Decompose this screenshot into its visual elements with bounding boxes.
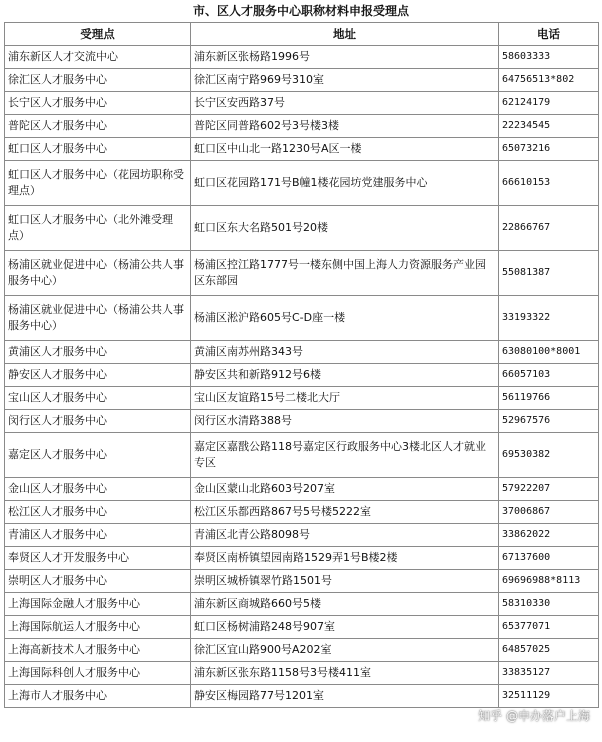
cell-phone: 32511129 — [499, 685, 599, 708]
cell-site: 浦东新区人才交流中心 — [5, 46, 191, 69]
header-phone: 电话 — [499, 23, 599, 46]
cell-address: 徐汇区南宁路969号310室 — [191, 69, 499, 92]
table-row — [5, 616, 599, 639]
table-row — [5, 46, 599, 69]
cell-site: 普陀区人才服务中心 — [5, 115, 191, 138]
cell-site: 宝山区人才服务中心 — [5, 387, 191, 410]
cell-site: 松江区人才服务中心 — [5, 501, 191, 524]
table-row — [5, 161, 599, 206]
cell-phone: 52967576 — [499, 410, 599, 433]
cell-phone: 66057103 — [499, 364, 599, 387]
table-row — [5, 92, 599, 115]
table-row — [5, 685, 599, 708]
cell-address: 闵行区水清路388号 — [191, 410, 499, 433]
cell-phone: 58310330 — [499, 593, 599, 616]
cell-phone: 58603333 — [499, 46, 599, 69]
cell-site: 金山区人才服务中心 — [5, 478, 191, 501]
cell-site: 虹口区人才服务中心（花园坊职称受理点） — [5, 161, 191, 206]
cell-address: 静安区梅园路77号1201室 — [191, 685, 499, 708]
cell-site: 徐汇区人才服务中心 — [5, 69, 191, 92]
cell-site: 黄浦区人才服务中心 — [5, 341, 191, 364]
table-row — [5, 206, 599, 251]
cell-address: 长宁区安西路37号 — [191, 92, 499, 115]
cell-site: 长宁区人才服务中心 — [5, 92, 191, 115]
cell-phone: 22234545 — [499, 115, 599, 138]
cell-phone: 33862022 — [499, 524, 599, 547]
table-row — [5, 251, 599, 296]
cell-phone: 33193322 — [499, 296, 599, 341]
table-row — [5, 501, 599, 524]
cell-phone: 69696988*8113 — [499, 570, 599, 593]
table-row — [5, 410, 599, 433]
cell-phone: 65377071 — [499, 616, 599, 639]
cell-phone: 37006867 — [499, 501, 599, 524]
cell-phone: 62124179 — [499, 92, 599, 115]
header-address: 地址 — [191, 23, 499, 46]
table-row — [5, 296, 599, 341]
cell-site: 上海国际航运人才服务中心 — [5, 616, 191, 639]
table-row — [5, 115, 599, 138]
table-row — [5, 593, 599, 616]
cell-phone: 57922207 — [499, 478, 599, 501]
table-row — [5, 138, 599, 161]
cell-site: 闵行区人才服务中心 — [5, 410, 191, 433]
cell-site: 杨浦区就业促进中心（杨浦公共人事服务中心） — [5, 251, 191, 296]
cell-address: 嘉定区嘉戬公路118号嘉定区行政服务中心3楼北区人才就业专区 — [191, 433, 499, 478]
cell-address: 虹口区花园路171号B幢1楼花园坊党建服务中心 — [191, 161, 499, 206]
cell-address: 虹口区东大名路501号20楼 — [191, 206, 499, 251]
cell-address: 浦东新区张东路1158号3号楼411室 — [191, 662, 499, 685]
cell-phone: 69530382 — [499, 433, 599, 478]
cell-address: 崇明区城桥镇翠竹路1501号 — [191, 570, 499, 593]
cell-phone: 22866767 — [499, 206, 599, 251]
cell-site: 虹口区人才服务中心 — [5, 138, 191, 161]
table-row — [5, 662, 599, 685]
cell-address: 静安区共和新路912号6楼 — [191, 364, 499, 387]
cell-phone: 64756513*802 — [499, 69, 599, 92]
cell-site: 奉贤区人才开发服务中心 — [5, 547, 191, 570]
cell-address: 奉贤区南桥镇望园南路1529弄1号B楼2楼 — [191, 547, 499, 570]
cell-site: 杨浦区就业促进中心（杨浦公共人事服务中心） — [5, 296, 191, 341]
cell-phone: 33835127 — [499, 662, 599, 685]
cell-site: 崇明区人才服务中心 — [5, 570, 191, 593]
cell-phone: 67137600 — [499, 547, 599, 570]
cell-site: 上海国际金融人才服务中心 — [5, 593, 191, 616]
cell-address: 杨浦区淞沪路605号C-D座一楼 — [191, 296, 499, 341]
cell-phone: 56119766 — [499, 387, 599, 410]
cell-address: 松江区乐都西路867号5号楼5222室 — [191, 501, 499, 524]
cell-phone: 64857025 — [499, 639, 599, 662]
table-row — [5, 433, 599, 478]
cell-site: 上海市人才服务中心 — [5, 685, 191, 708]
cell-phone: 65073216 — [499, 138, 599, 161]
table-row — [5, 639, 599, 662]
cell-site: 青浦区人才服务中心 — [5, 524, 191, 547]
watermark: 知乎 @申办落户上海 — [478, 709, 590, 723]
cell-address: 虹口区杨树浦路248号907室 — [191, 616, 499, 639]
cell-phone: 63080100*8001 — [499, 341, 599, 364]
header-site: 受理点 — [5, 23, 191, 46]
page-title: 市、区人才服务中心职称材料申报受理点 — [192, 4, 409, 18]
cell-site: 上海高新技术人才服务中心 — [5, 639, 191, 662]
table-row — [5, 547, 599, 570]
table-row — [5, 69, 599, 92]
cell-phone: 55081387 — [499, 251, 599, 296]
cell-site: 上海国际科创人才服务中心 — [5, 662, 191, 685]
table-row — [5, 387, 599, 410]
cell-phone: 66610153 — [499, 161, 599, 206]
cell-site: 静安区人才服务中心 — [5, 364, 191, 387]
table-row — [5, 524, 599, 547]
cell-site: 虹口区人才服务中心（北外滩受理点） — [5, 206, 191, 251]
table-row — [5, 478, 599, 501]
cell-address: 黄浦区南苏州路343号 — [191, 341, 499, 364]
cell-site: 嘉定区人才服务中心 — [5, 433, 191, 478]
table-row — [5, 570, 599, 593]
cell-address: 虹口区中山北一路1230号A区一楼 — [191, 138, 499, 161]
table-header-row — [5, 23, 599, 46]
cell-address: 徐汇区宜山路900号A202室 — [191, 639, 499, 662]
cell-address: 浦东新区商城路660号5楼 — [191, 593, 499, 616]
cell-address: 浦东新区张杨路1996号 — [191, 46, 499, 69]
cell-address: 青浦区北青公路8098号 — [191, 524, 499, 547]
table-row — [5, 364, 599, 387]
cell-address: 金山区蒙山北路603号207室 — [191, 478, 499, 501]
cell-address: 普陀区同普路602号3号楼3楼 — [191, 115, 499, 138]
service-center-table — [4, 22, 599, 708]
cell-address: 宝山区友谊路15号二楼北大厅 — [191, 387, 499, 410]
table-row — [5, 341, 599, 364]
cell-address: 杨浦区控江路1777号一楼东侧中国上海人力资源服务产业园区东部园 — [191, 251, 499, 296]
